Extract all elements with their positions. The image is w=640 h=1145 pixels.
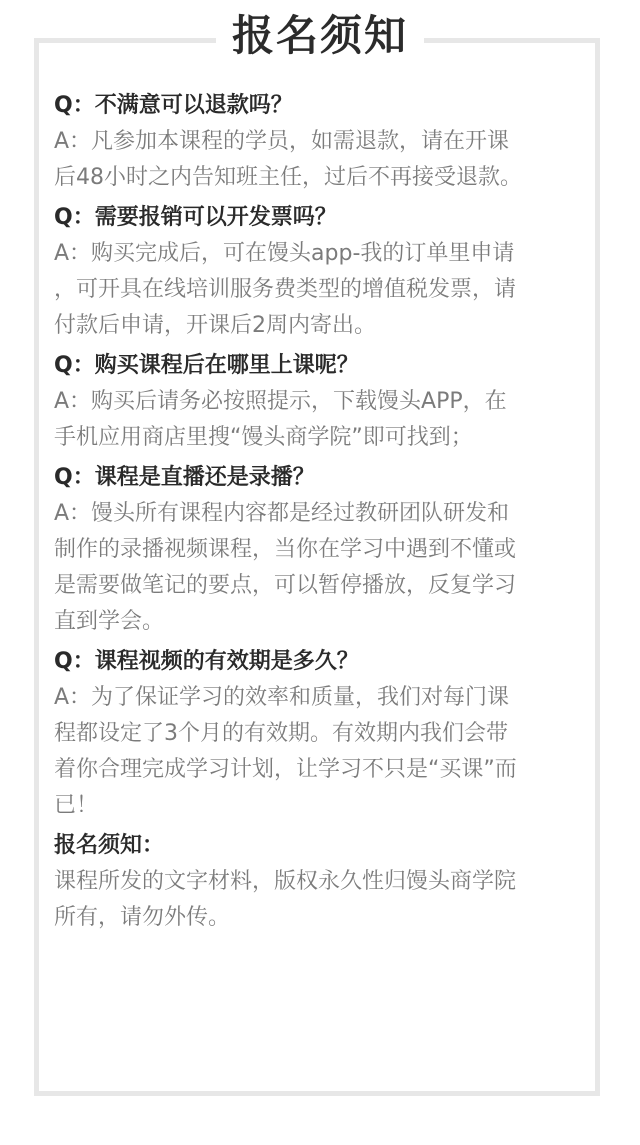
answer-line: 直到学会。 (54, 609, 165, 634)
faq-item (54, 348, 590, 456)
faq-question: Q：课程是直播还是录播？ (54, 465, 315, 490)
faq-answer (54, 496, 590, 640)
notice-title: 报名须知： (54, 833, 165, 858)
faq-answer (54, 384, 590, 456)
title-wrap (0, 0, 640, 76)
notice-body (54, 864, 590, 936)
answer-line: 是需要做笔记的要点，可以暂停播放，反复学习 (54, 573, 517, 598)
faq-question: Q：不满意可以退款吗？ (54, 93, 293, 118)
page-title: 报名须知 (216, 6, 424, 66)
answer-line: A：为了保证学习的效率和质量，我们对每门课 (54, 685, 510, 710)
faq-question: Q：课程视频的有效期是多久？ (54, 649, 359, 674)
answer-line: 制作的录播视频课程，当你在学习中遇到不懂或 (54, 537, 517, 562)
faq-item (54, 200, 590, 344)
answer-line: A：购买完成后，可在馒头app-我的订单里申请 (54, 241, 515, 266)
faq-question: Q：需要报销可以开发票吗？ (54, 205, 337, 230)
notice-line: 所有，请勿外传。 (54, 905, 231, 930)
answer-line: A：馒头所有课程内容都是经过教研团队研发和 (54, 501, 510, 526)
faq-answer (54, 236, 590, 344)
answer-line: 手机应用商店里搜“馒头商学院”即可找到； (54, 425, 473, 450)
answer-line: ，可开具在线培训服务费类型的增值税发票，请 (54, 277, 517, 302)
notice-line: 课程所发的文字材料，版权永久性归馒头商学院 (54, 869, 517, 894)
faq-item (54, 644, 590, 824)
faq-content (54, 84, 590, 936)
faq-answer (54, 680, 590, 824)
answer-line: 付款后申请，开课后2周内寄出。 (54, 313, 376, 338)
faq-item (54, 460, 590, 640)
faq-question: Q：购买课程后在哪里上课呢？ (54, 353, 359, 378)
faq-item (54, 88, 590, 196)
answer-line: 程都设定了3个月的有效期。有效期内我们会带 (54, 721, 508, 746)
notice-section (54, 828, 590, 936)
answer-line: A：购买后请务必按照提示，下载馒头APP，在 (54, 389, 507, 414)
answer-line: A：凡参加本课程的学员，如需退款，请在开课 (54, 129, 510, 154)
answer-line: 已！ (54, 793, 99, 818)
answer-line: 后48小时之内告知班主任，过后不再接受退款。 (54, 165, 522, 190)
answer-line: 着你合理完成学习计划，让学习不只是“买课”而 (54, 757, 517, 782)
faq-answer (54, 124, 590, 196)
